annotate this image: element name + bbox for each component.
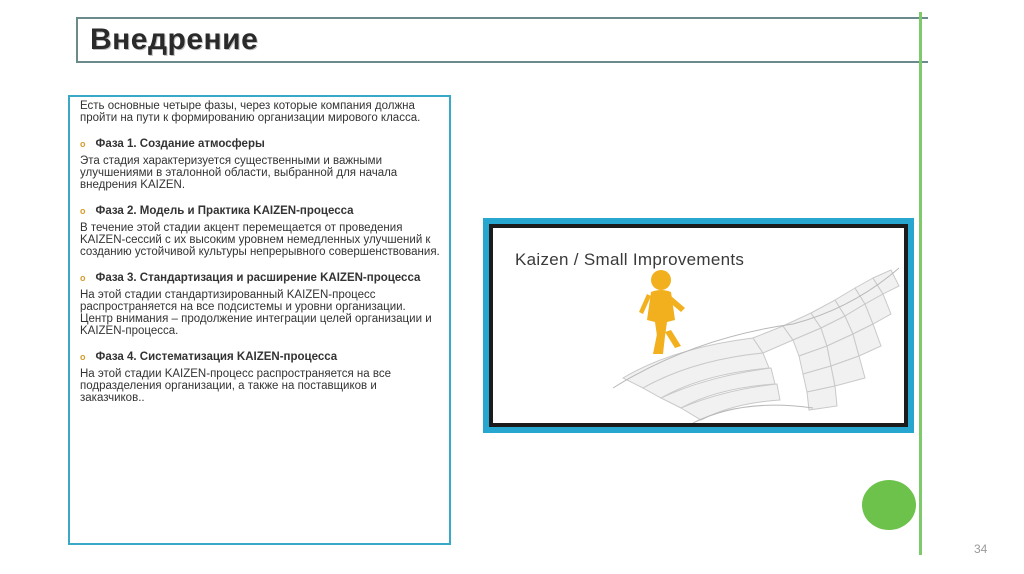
phase-title: Фаза 3. Стандартизация и расширение KAIZEN-процесса [95, 272, 421, 284]
phase-title: Фаза 4. Систематизация KAIZEN-процесса [95, 351, 338, 363]
text-panel [68, 95, 451, 545]
person-climbing-stairs-icon [639, 270, 685, 354]
phase-description: На этой стадии KAIZEN-процесс распространяется на все подразделения организации, а также на поставщиков и заказчиков.. [80, 368, 391, 404]
title-bar [76, 17, 928, 63]
phase-description: На этой стадии стандартизированный KAIZEN-процесс распространяется на все подсистемы и уровни организации. Центр внимания – продолжение интеграции целей организации и KAIZEN-процесса. [80, 289, 432, 337]
bullet-icon: o [80, 206, 86, 216]
phase-description: Эта стадия характеризуется существенными и важными улучшениями в эталонной области, выбранной для начала внедрения KAIZEN. [80, 155, 398, 191]
image-caption: Kaizen / Small Improvements [515, 250, 745, 269]
phase-item [80, 272, 441, 337]
bullet-icon: o [80, 139, 86, 149]
green-circle-decoration [862, 480, 916, 530]
kaizen-image-frame [483, 218, 914, 433]
slide-title: Внедрение [90, 23, 259, 56]
intro-paragraph: Есть основные четыре фазы, через которые компания должна пройти на пути к формированию организации мирового класса. [80, 100, 421, 124]
phase-title: Фаза 1. Создание атмосферы [95, 138, 265, 150]
phase-item [80, 138, 441, 191]
bullet-icon: o [80, 352, 86, 362]
accent-vertical-line [919, 12, 922, 555]
bullet-icon: o [80, 273, 86, 283]
page-number: 34 [974, 542, 988, 556]
kaizen-image [493, 228, 904, 423]
phase-description: В течение этой стадии акцент перемещается от проведения KAIZEN-сессий с их высоким уровнем немедленных улучшений к созданию устойчивой культуры непрерывного совершенствования. [80, 222, 440, 258]
phase-item [80, 351, 441, 404]
phase-title: Фаза 2. Модель и Практика KAIZEN-процесса [95, 205, 354, 217]
phase-item [80, 205, 441, 258]
